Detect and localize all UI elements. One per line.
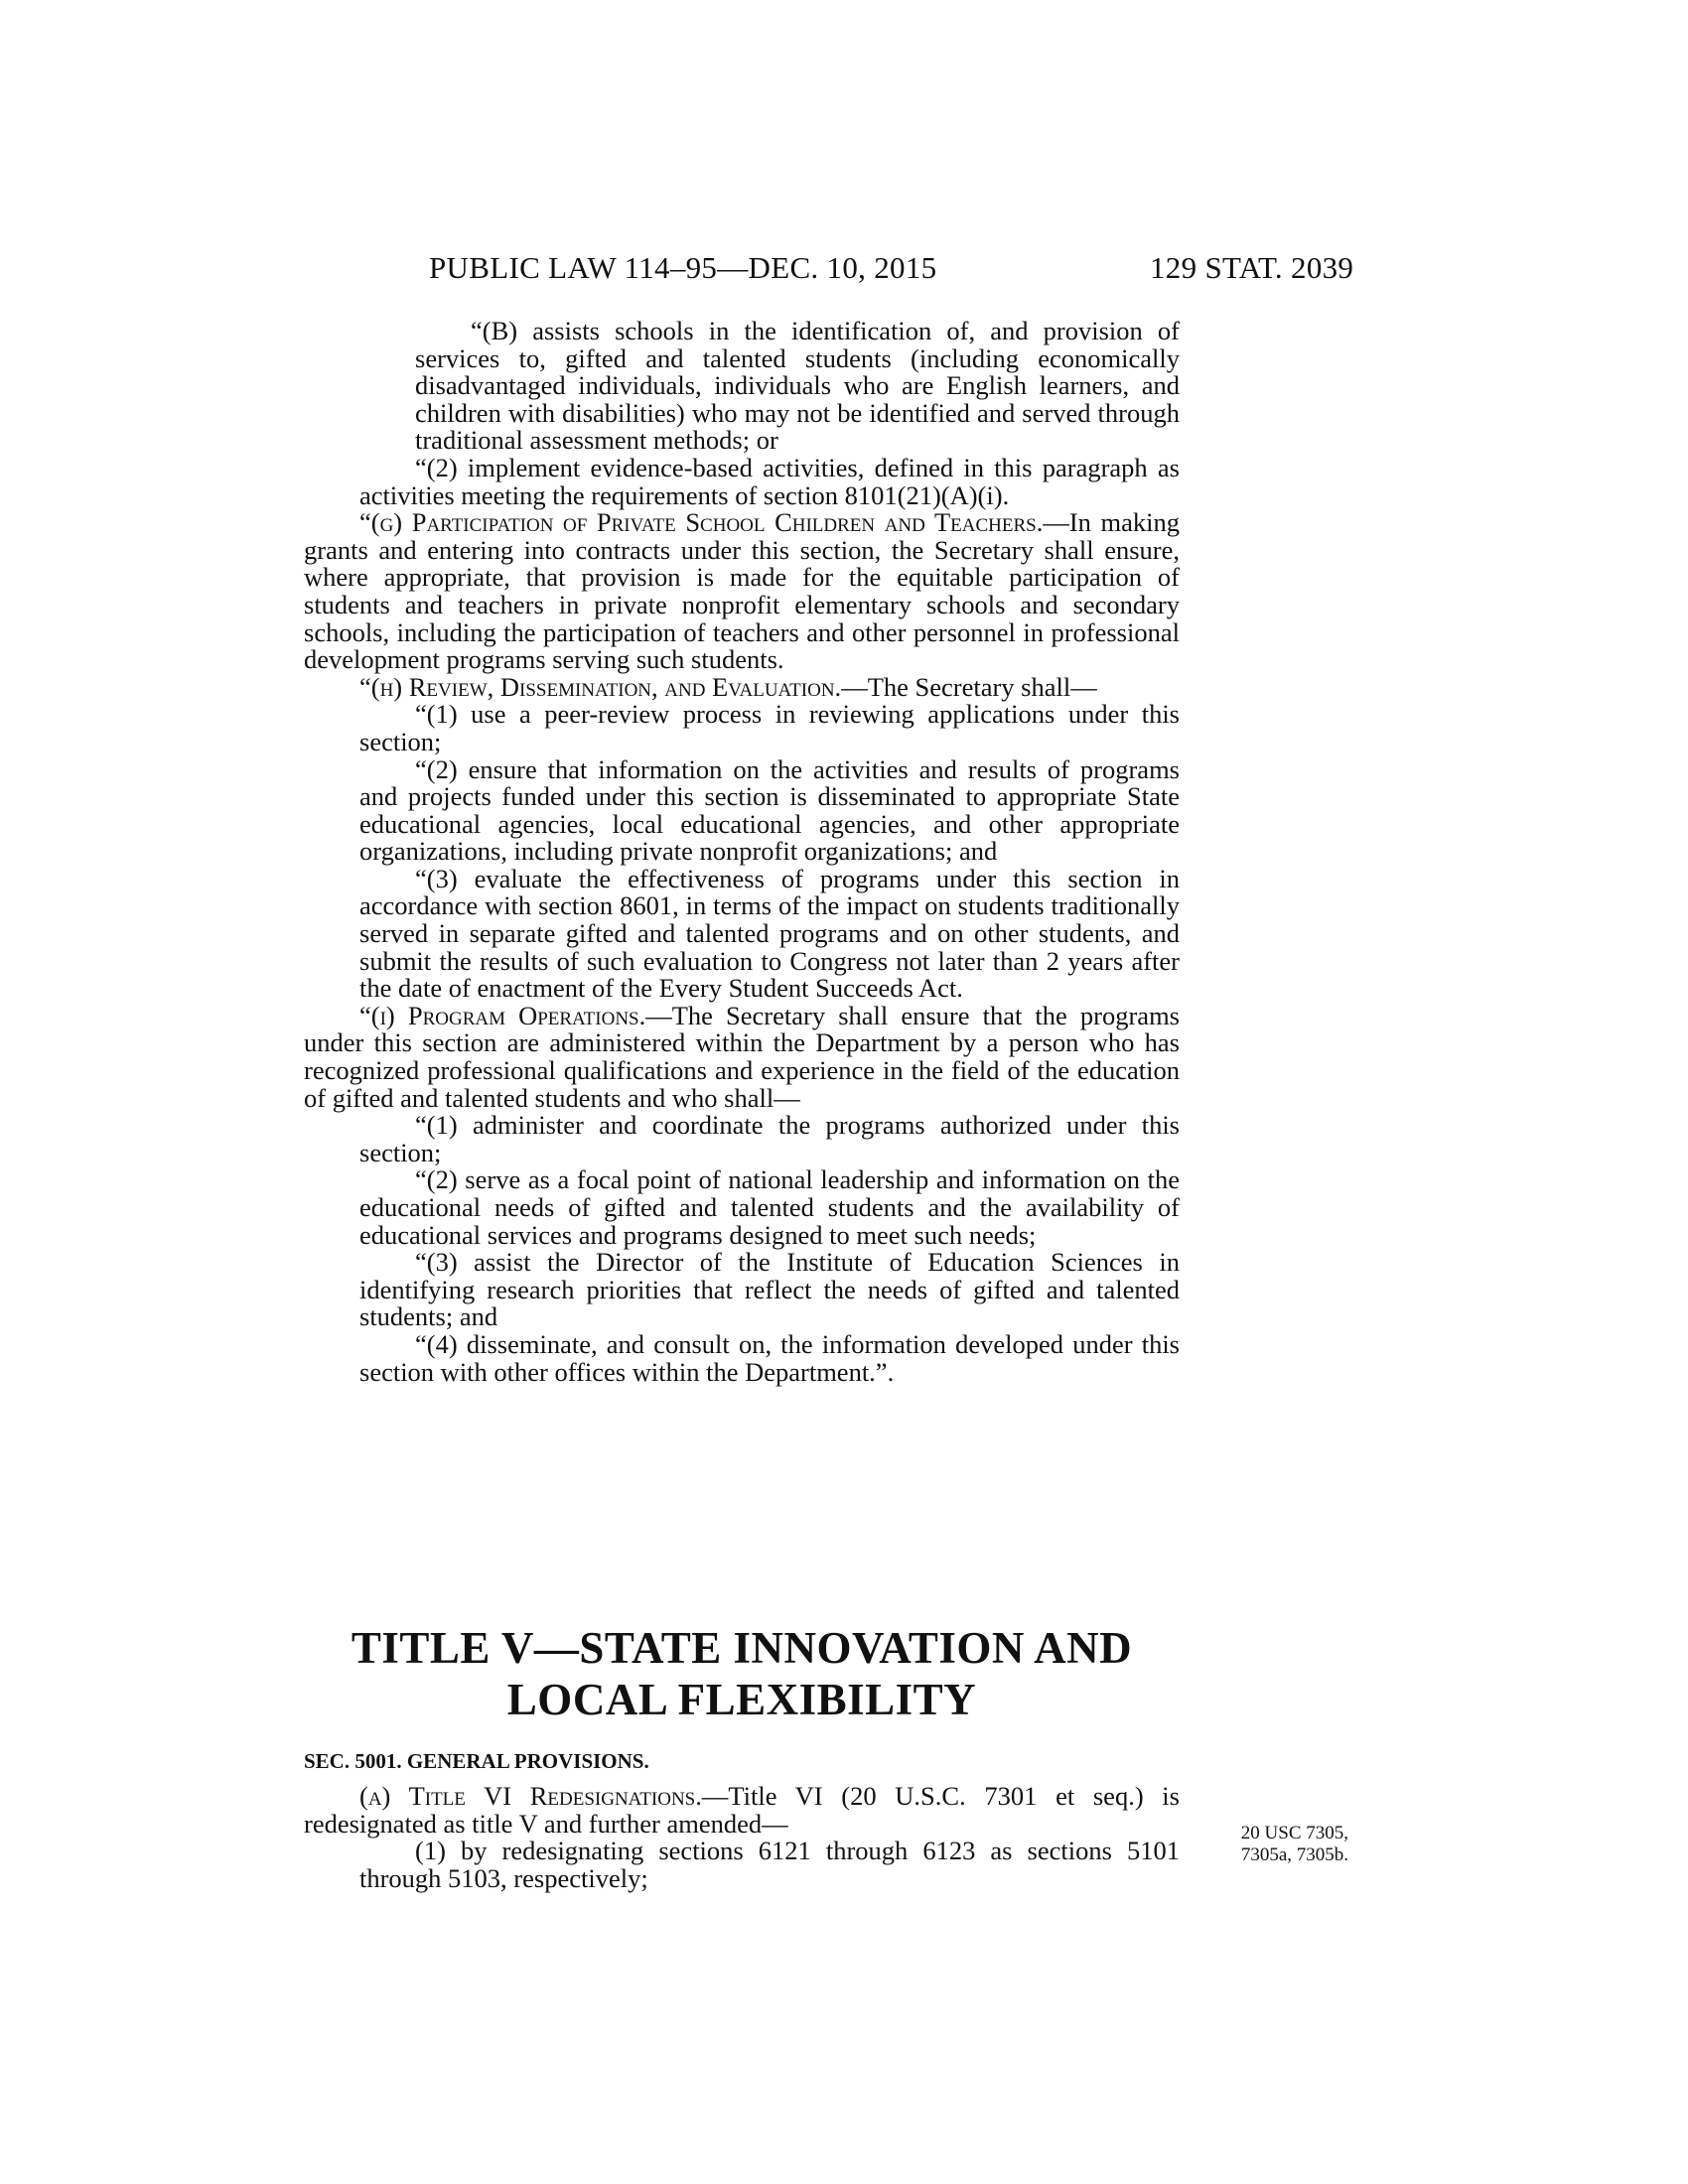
paragraph-2: “(2) implement evidence-based activities, defined in this paragraph as activities meeting the requirements of section 8101(21)(A)(i). <box>359 452 1180 510</box>
margin-citation <box>1203 1823 1348 1866</box>
section-heading: SEC. 5001. GENERAL PROVISIONS. <box>304 1749 649 1773</box>
page-body <box>304 318 1180 1386</box>
paragraph-i3: “(3) assist the Director of the Institute of Education Sciences in identifying research priorities that reflect the needs of gifted and talented students; and <box>359 1247 1180 1332</box>
subsection-i-heading: “(i) Program Operations. <box>359 1000 646 1030</box>
paragraph-a1: (1) by redesignating sections 6121 through 6123 as sections 5101 through 5103, respectively; <box>359 1836 1180 1893</box>
title-line-1: TITLE V—STATE INNOVATION AND <box>351 1623 1133 1673</box>
paragraph-i1: “(1) administer and coordinate the programs authorized under this section; <box>359 1110 1180 1167</box>
running-header-left: PUBLIC LAW 114–95—DEC. 10, 2015 <box>429 250 937 285</box>
title-heading <box>304 1622 1180 1725</box>
subsection-a-heading: (a) Title VI Redesignations. <box>359 1781 702 1811</box>
paragraph-h2: “(2) ensure that information on the activities and results of programs and projects funded under this section is disseminated to appropriate State educational agencies, local educational agencies, and other appropriate organizations, including private nonprofit organizations; and <box>359 753 1180 867</box>
subsection-g: “(g) Participation of Private School Children and Teachers.—In making grants and entering into contracts under this section, the Secretary shall ensure, where appropriate, that provision is made for the equitable participation of students and teachers in private nonprofit elementary schools and secondary schools, including the participation of teachers and other personnel in professional development programs serving such students. <box>304 507 1181 675</box>
section-body <box>304 1783 1180 1892</box>
subsection-h-heading: “(h) Review, Dissemination, and Evaluation. <box>359 671 842 702</box>
subsection-h: “(h) Review, Dissemination, and Evaluation.—The Secretary shall— <box>359 671 1097 702</box>
paragraph-h1: “(1) use a peer-review process in reviewing applications under this section; <box>359 699 1180 756</box>
title-line-2: LOCAL FLEXIBILITY <box>506 1675 977 1724</box>
margin-citation-line-1: 20 USC 7305, <box>1240 1823 1348 1843</box>
paragraph-i2: “(2) serve as a focal point of national leadership and information on the educational needs of gifted and talented students and the availability of educational services and programs designed to meet such needs; <box>359 1164 1180 1250</box>
paragraph-i4: “(4) disseminate, and consult on, the information developed under this section with other offices within the Department.”. <box>359 1328 1180 1387</box>
subsection-i: “(i) Program Operations.—The Secretary shall ensure that the programs under this section are administered within the Department by a person who has recognized professional qualifications and experience in the field of the education of gifted and talented students and who shall— <box>304 1000 1180 1113</box>
paragraph-b: “(B) assists schools in the identification of, and provision of services to, gifted and talented students (including economically disadvantaged individuals, individuals who are English learners, and children with disabilities) who may not be identified and served through traditional assessment methods; or <box>415 316 1180 456</box>
margin-citation-line-2: 7305a, 7305b. <box>1240 1844 1348 1865</box>
subsection-a: (a) Title VI Redesignations.—Title VI (20 U.S.C. 7301 et seq.) is redesignated as title V and further amended— <box>304 1781 1180 1839</box>
page-number: 129 STAT. 2039 <box>1150 250 1354 285</box>
paragraph-h3: “(3) evaluate the effectiveness of programs under this section in accordance with section 8601, in terms of the impact on students traditionally served in separate gifted and talented programs and on other students, and submit the results of such evaluation to Congress not later than 2 years after the date of enactment of the Every Student Succeeds Act. <box>359 863 1180 1004</box>
subsection-g-heading: “(g) Participation of Private School Children and Teachers. <box>359 507 1044 538</box>
